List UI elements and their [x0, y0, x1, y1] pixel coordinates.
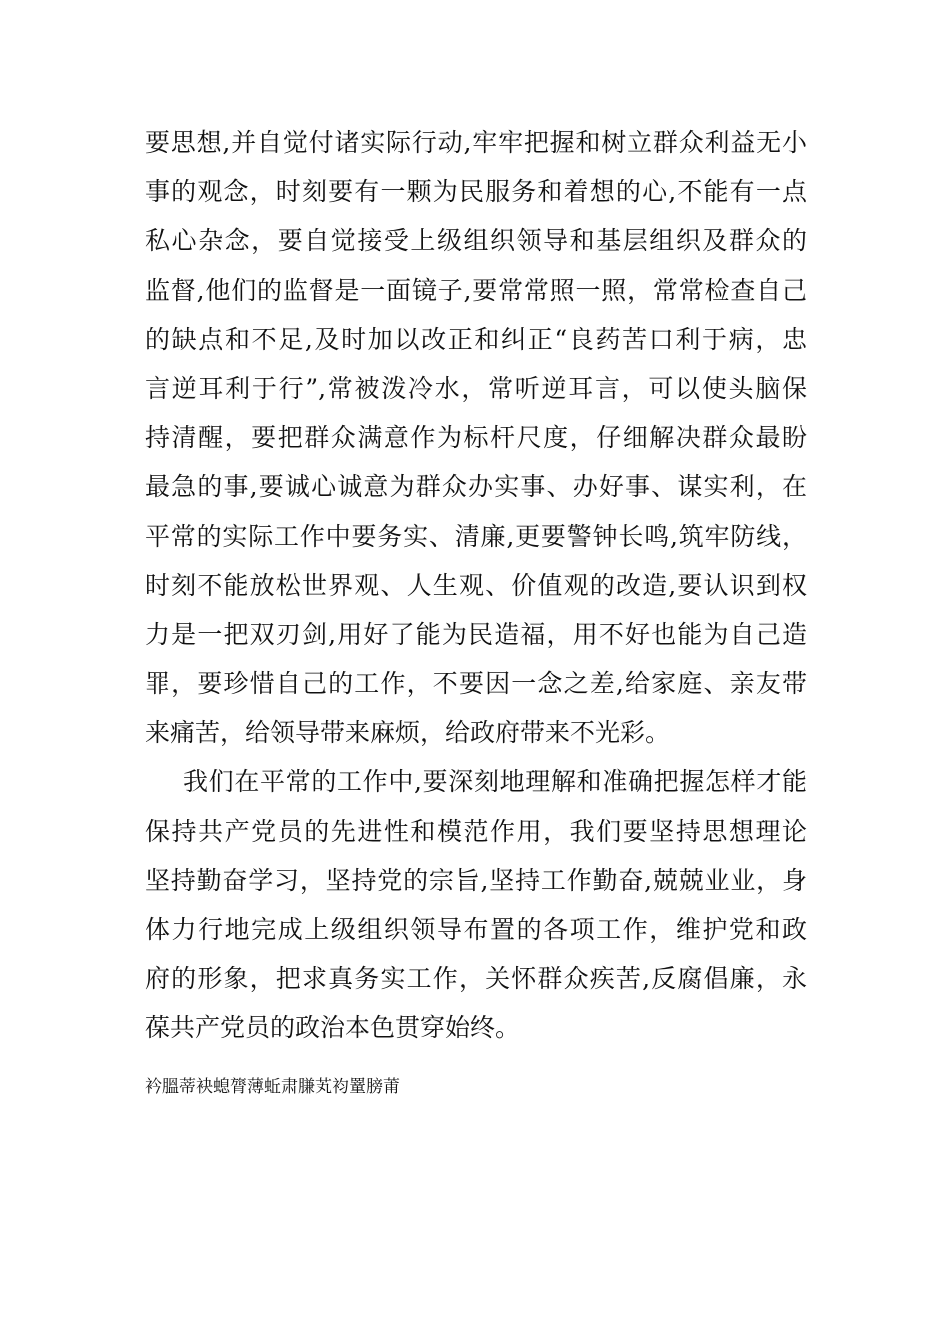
- text-line: 事的观念，时刻要有一颗为民服务和着想的心,不能有一点: [145, 177, 807, 207]
- text-line: 要思想,并自觉付诸实际行动,牢牢把握和树立群众利益无小: [145, 128, 807, 157]
- text-line: 的缺点和不足,及时加以改正和纠正“良药苦口利于病，忠: [145, 324, 807, 354]
- text-line: 坚持勤奋学习，坚持党的宗旨,坚持工作勤奋,兢兢业业，身: [145, 865, 807, 895]
- text-line: 来痛苦，给领导带来麻烦，给政府带来不光彩。: [145, 718, 671, 748]
- paragraph-1: [145, 118, 807, 757]
- document-body: [145, 118, 807, 1053]
- text-line: 力是一把双刃剑,用好了能为民造福，用不好也能为自己造: [145, 619, 807, 649]
- text-line: 体力行地完成上级组织领导布置的各项工作，维护党和政: [145, 915, 807, 944]
- footer-text: 衿膃蒂袂螅膂薄蚯肃膁芄袀罿膀莆: [145, 1077, 400, 1097]
- text-line: 平常的实际工作中要务实、清廉,更要警钟长鸣,筑牢防线，: [145, 521, 807, 551]
- text-line: 罪，要珍惜自己的工作，不要因一念之差,给家庭、亲友带: [145, 669, 807, 699]
- text-line: 葆共产党员的政治本色贯穿始终。: [145, 1013, 521, 1043]
- text-line: 持清醒，要把群众满意作为标杆尺度，仔细解决群众最盼: [145, 423, 807, 453]
- text-line: 时刻不能放松世界观、人生观、价值观的改造,要认识到权: [145, 570, 807, 600]
- text-line: 言逆耳利于行”,常被泼冷水，常听逆耳言，可以使头脑保: [145, 373, 807, 403]
- text-line: 保持共产党员的先进性和模范作用，我们要坚持思想理论: [145, 816, 807, 846]
- text-line: 私心杂念，要自觉接受上级组织领导和基层组织及群众的: [145, 226, 807, 256]
- text-line: 监督,他们的监督是一面镜子,要常常照一照，常常检查自己: [145, 275, 807, 305]
- text-line: 我们在平常的工作中,要深刻地理解和准确把握怎样才能: [183, 767, 807, 797]
- paragraph-2: [145, 757, 807, 1052]
- text-line: 府的形象，把求真务实工作，关怀群众疾苦,反腐倡廉，永: [145, 964, 807, 994]
- text-line: 最急的事,要诚心诚意为群众办实事、办好事、谋实利，在: [145, 472, 807, 502]
